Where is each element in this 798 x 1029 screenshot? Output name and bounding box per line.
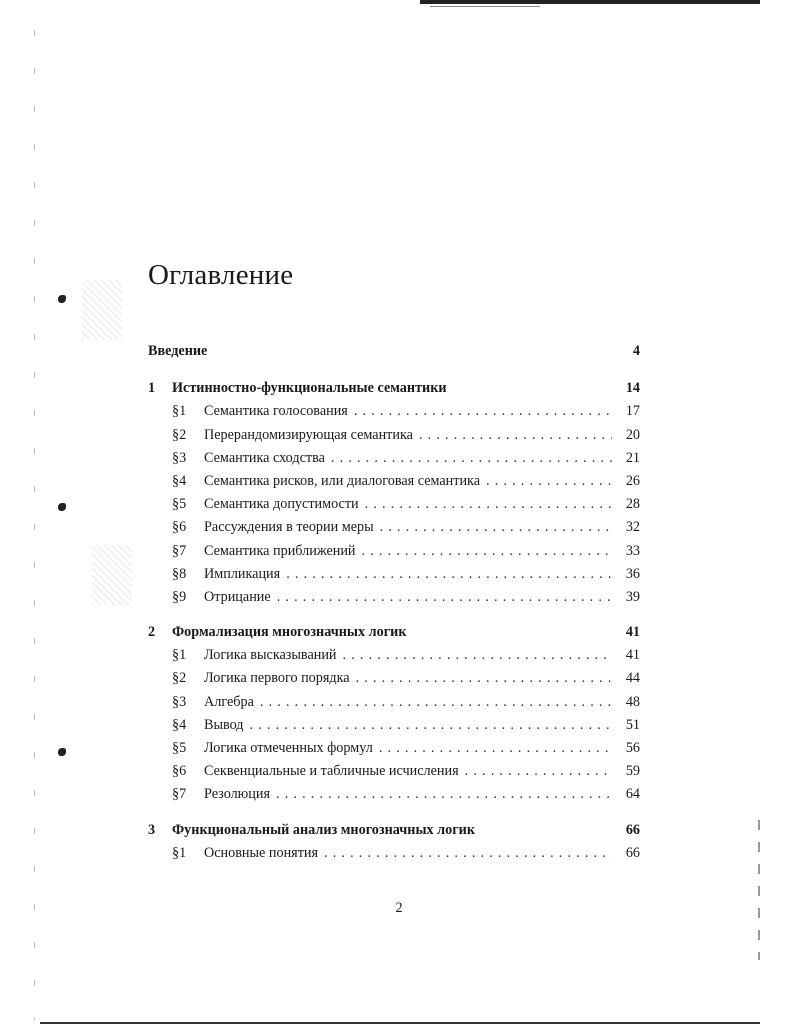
toc-section-number: §5 [172,496,187,513]
toc-leader-dots [362,540,612,563]
toc-section-page: 48 [625,693,640,710]
toc-chapter [148,621,640,807]
toc-section-row[interactable] [148,667,640,690]
toc-leader-dots [276,783,612,806]
toc-section-title: Семантика сходства [204,449,325,466]
page-title: Оглавление [148,259,294,292]
toc-leader-dots [250,714,612,737]
toc-section-title: Логика высказываний [204,647,337,664]
toc-section-number: §3 [172,693,187,710]
scan-noise [82,280,122,340]
toc-section-page: 33 [625,542,640,559]
toc-section-page: 51 [625,716,640,733]
toc-section-page: 44 [625,670,640,687]
toc-section-row[interactable] [148,563,640,586]
toc-section-page: 26 [625,472,640,489]
toc-section-title: Импликация [204,565,281,582]
toc-section-page: 41 [625,647,640,664]
toc-section-page: 66 [625,844,640,861]
toc-section-number: §8 [172,565,187,582]
toc-chapter-number: 2 [148,624,156,641]
toc-leader-dots [365,493,612,516]
toc-leader-dots [277,586,612,609]
toc-chapter-number: 3 [148,821,156,838]
toc-section-number: §7 [172,542,187,559]
scan-speck [58,748,66,756]
toc-section-title: Отрицание [204,588,271,605]
toc-chapter-title: Функциональный анализ многозначных логик [172,821,476,838]
toc-section-number: §1 [172,844,187,861]
toc-intro-label: Введение [148,343,208,359]
toc-section-row[interactable] [148,447,640,470]
toc-section-number: §4 [172,716,187,733]
toc-section-title: Резолюция [204,786,270,803]
toc-leader-dots [419,424,612,447]
toc-section-page: 64 [625,786,640,803]
toc-section-page: 20 [625,426,640,443]
toc-section-row[interactable] [148,424,640,447]
toc-chapter-title: Истинностно-функциональные семантики [172,380,447,397]
toc-chapter [148,819,640,865]
toc-section-title: Вывод [204,716,244,733]
toc-section-row[interactable] [148,540,640,563]
toc-section-page: 28 [625,496,640,513]
toc-chapter-row[interactable] [148,819,640,842]
scan-edge-left [34,30,35,1020]
toc-section-title: Секвенциальные и табличные исчисления [204,763,459,780]
toc-leader-dots [354,400,612,423]
toc-section-number: §2 [172,670,187,687]
toc-section-number: §7 [172,786,187,803]
toc-chapter-row[interactable] [148,377,640,400]
toc-section-title: Семантика приближений [204,542,356,559]
toc-section-title: Семантика допустимости [204,496,359,513]
toc-section-title: Основные понятия [204,844,319,861]
toc-section-number: §1 [172,647,187,664]
scan-speck [58,503,66,511]
toc-section-page: 21 [625,449,640,466]
table-of-contents [148,340,640,877]
toc-section-number: §4 [172,472,187,489]
toc-section-number: §6 [172,763,187,780]
toc-section-row[interactable] [148,470,640,493]
toc-section-page: 56 [625,740,640,756]
toc-section-title: Рассуждения в теории меры [204,519,374,536]
toc-section-row[interactable] [148,644,640,667]
toc-section-number: §1 [172,403,187,420]
toc-chapter-title: Формализация многозначных логик [172,624,407,641]
toc-section-page: 36 [625,565,640,582]
toc-section-row[interactable] [148,714,640,737]
toc-leader-dots [486,470,612,493]
toc-section-row[interactable] [148,493,640,516]
scan-edge-right [758,820,760,960]
toc-section-row[interactable] [148,737,640,760]
toc-leader-dots [286,563,612,586]
toc-section-page: 32 [625,519,640,536]
toc-section-title: Семантика рисков, или диалоговая семантика [204,472,481,489]
toc-section-row[interactable] [148,842,640,865]
scan-edge-top [420,0,760,4]
toc-section-title: Перерандомизирующая семантика [204,426,413,443]
toc-section-number: §5 [172,740,187,756]
toc-leader-dots [260,691,612,714]
scan-speck [58,295,66,303]
toc-chapter [148,377,640,609]
toc-chapter-page: 14 [625,380,640,397]
toc-section-number: §3 [172,449,187,466]
toc-section-number: §6 [172,519,187,536]
toc-section-page: 39 [625,588,640,605]
toc-leader-dots [465,760,612,783]
toc-section-title: Логика отмеченных формул [204,740,373,756]
toc-leader-dots [356,667,612,690]
toc-chapter-number: 1 [148,380,156,397]
toc-section-title: Алгебра [204,693,254,710]
toc-leader-dots [324,842,612,865]
toc-leader-dots [343,644,612,667]
toc-leader-dots [331,447,612,470]
toc-leader-dots [379,737,612,760]
scan-edge-bottom [40,1022,760,1024]
toc-section-row[interactable] [148,691,640,714]
toc-section-row[interactable] [148,586,640,609]
scan-edge-top-thin [430,6,540,7]
toc-chapter-row[interactable] [148,621,640,644]
toc-section-page: 59 [625,763,640,780]
toc-section-row[interactable] [148,516,640,539]
toc-section-title: Семантика голосования [204,403,348,420]
toc-chapter-page: 66 [625,821,640,838]
toc-intro[interactable] [148,340,640,363]
toc-chapter-page: 41 [625,624,640,641]
scan-noise [92,545,132,605]
toc-section-row[interactable] [148,783,640,806]
toc-section-number: §2 [172,426,187,443]
toc-leader-dots [380,516,612,539]
toc-section-page: 17 [625,403,640,420]
page-number: 2 [395,900,403,916]
toc-section-number: §9 [172,588,187,605]
toc-section-row[interactable] [148,760,640,783]
toc-section-row[interactable] [148,400,640,423]
toc-section-title: Логика первого порядка [204,670,350,687]
toc-intro-page: 4 [632,343,640,359]
